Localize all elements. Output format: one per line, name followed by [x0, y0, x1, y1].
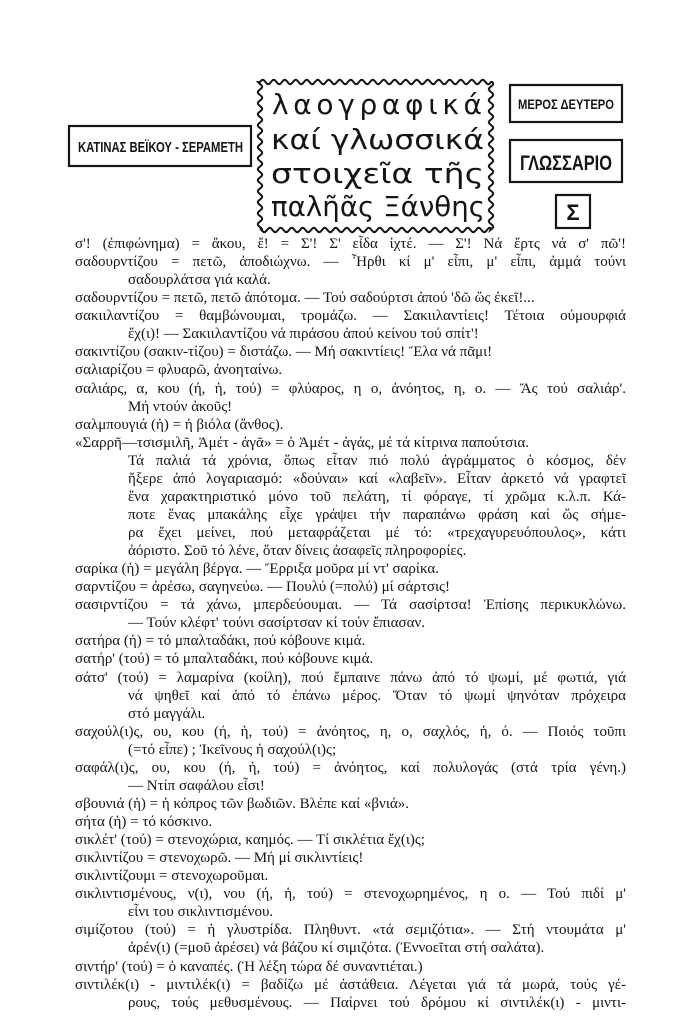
- title-line: λαογραφικά: [272, 88, 482, 121]
- entry-line: σβουνιά (ἡ) = ἡ κόπρος τῶν βωδιῶν. Βλέπε καί «βνιά».: [75, 795, 409, 812]
- glossary-entry: [75, 596, 626, 632]
- glossary-entry: [75, 650, 626, 668]
- entry-line: σαχούλ(ι)ς, ου, κου (ή, ἡ, τού) = ἀνόητος, η, ο, σαχλός, ἡ, ό. — Ποιός τοῦπι: [75, 723, 626, 740]
- glossary-entry: [75, 669, 626, 723]
- glossary-entry: [75, 560, 626, 578]
- glossary-entry: [75, 578, 626, 596]
- glossary-entry: [75, 289, 626, 307]
- entry-line: σ'! (ἐπιφώνημα) = ἄκου, ἔ! = Σ'! Σ' εἶδα ἰχτέ. — Σ'! Νά ἔρτς νά σ' πῶ'!: [75, 236, 626, 252]
- entry-line: σαδουρλάτσα γιά καλά.: [128, 272, 271, 289]
- entry-line: «Σαρρῆ—τσισμιλῆ, Ἀμέτ - ἀγᾶ» = ὁ Ἀμέτ - ἀγάς, μέ τά κίτρινα παπούτσια.: [75, 434, 530, 451]
- glossary-entry: [75, 795, 626, 813]
- glossary: [75, 235, 626, 1012]
- glossary-entry: [75, 759, 626, 795]
- title-line: καί γλωσσικά: [271, 123, 484, 156]
- entry-line: ρους, τούς μεθυσμένους. — Παίρνει τού δρόμου κί σιντιλέκ(ι) - μιντι-: [128, 994, 626, 1011]
- entry-line: ἤξερε ἀπό λογαριασμό: «δούναι» καί «λαβεῖν». Εἶταν ἀρκετό νά γραφτεῖ: [128, 470, 626, 487]
- entry-line: ἕνα χαρακτηριστικό μόνο τοῦ πελάτη, τί φόραγε, τί χρῶμα κ.λ.π. Κά-: [128, 488, 626, 505]
- glossary-entry: [75, 434, 626, 560]
- entry-line: Τά παλιά τά χρόνια, ὅπως εἶταν πιό πολύ ἀγράμματος ὁ κόσμος, δέν: [128, 452, 626, 469]
- entry-line: σικλιντίζουμι = στενοχωροῦμαι.: [75, 868, 269, 885]
- entry-line: σαφάλ(ι)ς, ου, κου (ή, ἡ, τού) = ἀνόητος, καί πολυλογάς (στά τρία γένη.): [75, 759, 626, 776]
- entry-line: (=τό εἶπε) ; Ἰκεῖνους ἡ σαχούλ(ι)ς;: [128, 741, 337, 758]
- letter-badge: [556, 195, 590, 228]
- glossary-entry: [75, 849, 626, 867]
- title-line: στοιχεῖα τῆς: [271, 157, 484, 190]
- entry-line: ἔχ(ι)! — Σακιιλαντίζου νά πιράσου ἀπού κείνου τού σπίτ'!: [128, 326, 479, 343]
- entry-line: σατήρα (ἡ) = τό μπαλταδάκι, πού κόβουνε κιμά.: [75, 633, 366, 650]
- entry-line: νά ψηθεῖ καί ἀπό τό ἐπάνω μέρος. Ὅταν τό ψωμί ψηνόταν πρόχειρα: [128, 687, 626, 704]
- glossary-entry: [75, 831, 626, 849]
- entry-line: σήτα (ἡ) = τό κόσκινο.: [75, 814, 213, 830]
- glossary-entry: [75, 885, 626, 921]
- entry-line: σαλμπουγιά (ἡ) = ἡ βιόλα (ἄνθος).: [75, 416, 284, 433]
- glossary-entry: [75, 235, 626, 253]
- title-box: [258, 80, 493, 232]
- glossary-entry: [75, 253, 626, 289]
- author-name: ΚΑΤΙΝΑΣ ΒΕΪΚΟΥ - ΣΕΡΑΜΕΤΗ: [78, 139, 243, 156]
- section-label-box: [510, 140, 622, 182]
- entry-line: σακιντίζου (σακιν-τίζου) = διστάζω. — Μή σακιντίεις! Ἔλα νά πᾶμι!: [75, 344, 493, 361]
- entry-line: σατήρ' (τού) = τό μπαλταδάκι, πού κόβουνε κιμά.: [75, 651, 374, 668]
- entry-line: Μή ντούν ἀκοῦς!: [128, 398, 233, 415]
- glossary-entry: [75, 976, 626, 1012]
- glossary-entry: [75, 632, 626, 650]
- entry-line: ἀόριστο. Σοῦ τό λένε, ὅταν δίνεις ἀσαφεῖς πληροφορίες.: [128, 543, 467, 560]
- entry-line: σικλέτ' (τού) = στενοχώρια, καημός. — Τί σικλέτια ἔχ(ι)ς;: [75, 832, 425, 849]
- entry-line: — Τούν κλέφτ' τούνι σασίρτσαν κί τούν ἔπιασαν.: [128, 615, 425, 632]
- entry-line: — Ντίπ σαφάλου εἶσι!: [128, 777, 265, 794]
- entry-line: εἶνι του σικλιντισμένου.: [128, 904, 274, 921]
- entry-line: σαλιάρς, α, κου (ή, ἡ, τού) = φλύαρος, η ο, ἀνόητος, η, ο. — Ἄς τού σαλιάρ'.: [75, 380, 626, 397]
- entry-line: σαρντίζου = ἀρέσω, σαγηνεύω. — Πουλύ (=πολύ) μί σάρτσις!: [75, 579, 450, 596]
- title-line: παλῆᾶς Ξάνθης: [271, 190, 485, 223]
- entry-line: σιντήρ' (τού) = ὁ καναπές. (Ἡ λέξη τώρα δέ συναντιέται.): [75, 958, 423, 975]
- glossary-entry: [75, 723, 626, 759]
- section-label: ΓΛΩΣΣΑΡΙΟ: [520, 152, 612, 175]
- entry-line: σαδουρντίζου = πετῶ, ἀποδιώχνω. — Ἦρθι κί μ' εἶπι, μ' εἶπι, ἀμμά τούνι: [75, 254, 626, 271]
- entry-line: σικλιντισμένους, ν(ι), νου (ή, ἡ, τού) = στενοχωρημένος, η ο. — Τού πιδί μ': [75, 886, 626, 903]
- entry-line: ρα ἔχει μείνει, πού μεταφράζεται μέ τό: «τρεχαγυρευόπουλος», κάτι: [128, 525, 626, 541]
- part-label-box: [510, 85, 622, 122]
- entry-line: σιντιλέκ(ι) - μιντιλέκ(ι) = βαδίζω μέ ἀστάθεια. Λέγεται γιά τά μωρά, τούς γέ-: [75, 976, 626, 993]
- entry-line: σιμίζοτου (τού) = ἡ γλυστρίδα. Πληθυντ. «τά σεμιζότια». — Στή ντουμάτα μ': [75, 922, 626, 939]
- entry-line: σακιιλαντίζου = θαμβώνουμαι, τρομάζω. — Σακιιλαντίεις! Τέτοια ούμουρφιά: [75, 308, 626, 325]
- part-label: ΜΕΡΟΣ ΔΕΥΤΕΡΟ: [518, 96, 615, 112]
- author-box: [69, 126, 251, 166]
- entry-line: σαλιαρίζου = φλυαρῶ, ἀνοηταίνω.: [75, 362, 283, 379]
- glossary-entry: [75, 921, 626, 957]
- glossary-entry: [75, 813, 626, 831]
- entry-line: σάτσ' (τού) = λαμαρίνα (κοίλη), πού ἔμπαινε πάνω ἀπό τό ψωμί, μέ φωτιά, γιά: [75, 669, 626, 686]
- glossary-entry: [75, 307, 626, 343]
- entry-line: ἀρέν(ι) (=μοῦ ἀρέσει) νά βάζου κί σιμιζότα. (Ἐννοεῖται στή σαλάτα).: [128, 940, 545, 957]
- entry-line: σαδουρντίζου = πετῶ, πετῶ ἀπότομα. — Τού σαδούρτσι ἀπού 'δῶ ὥς ἐκεῖ!...: [75, 290, 535, 307]
- entry-line: σασιρντίζου = τά χάνω, μπερδεύουμαι. — Τά σασίρτσα! Ἐπίσης περικυκλώνω.: [75, 597, 626, 614]
- entry-line: σικλιντίζου = στενοχωρῶ. — Μή μί σικλιντίεις!: [75, 850, 364, 867]
- glossary-entry: [75, 867, 626, 885]
- letter: Σ: [566, 200, 580, 225]
- header: [0, 0, 676, 235]
- entry-line: σαρίκα (ἡ) = μεγάλη βέργα. — Ἔρριξα μοῦρα μί ντ' σαρίκα.: [75, 561, 439, 578]
- entry-line: ποτε ἕνας μπακάλης εἶχε γράψει τήν παραπάνω φράση καί ὥς σήμε-: [128, 506, 626, 523]
- entry-line: στό μαγγάλι.: [128, 705, 206, 722]
- glossary-entry: [75, 380, 626, 416]
- glossary-entry: [75, 361, 626, 379]
- glossary-entry: [75, 416, 626, 434]
- glossary-entry: [75, 343, 626, 361]
- glossary-entry: [75, 958, 626, 976]
